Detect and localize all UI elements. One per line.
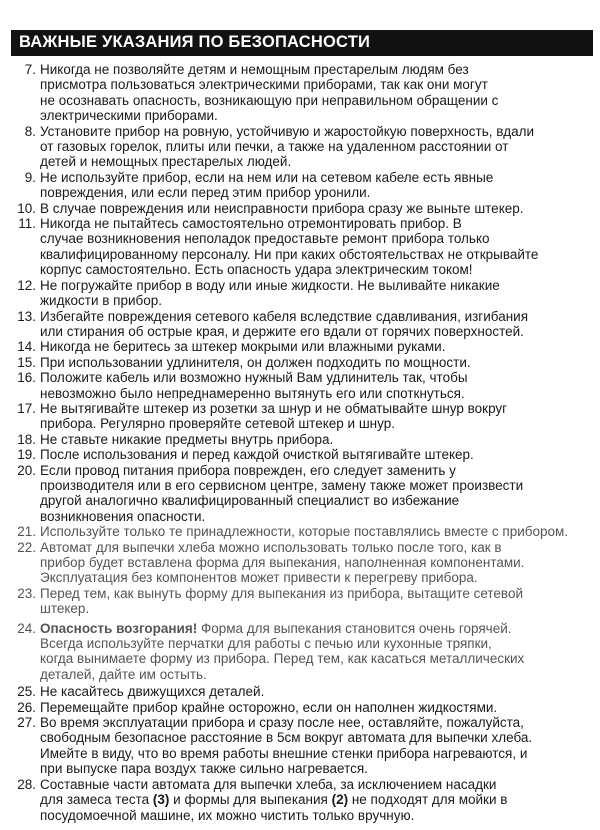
list-item [0, 278, 600, 309]
item-number: 11. [18, 216, 36, 232]
item-text-line: Избегайте повреждения сетевого кабеля вследствие сдавливания, изгибания [40, 308, 529, 324]
item-text-line: Не касайтесь движущихся деталей. [40, 684, 265, 700]
item-text-line: детей и немощных престарелых людей. [40, 154, 292, 170]
part-reference: (3) [152, 792, 170, 808]
section-header [11, 30, 593, 56]
item-text-line: не осознавать опасность, возникающую при неправильном обращении с [40, 92, 499, 108]
list-item [0, 540, 600, 586]
item-number: 10. [17, 200, 36, 216]
list-item [0, 370, 600, 401]
item-number: 12. [17, 277, 36, 293]
item-text-line: Всегда используйте перчатки для работы с печью или кухонные тряпки, [40, 636, 492, 652]
item-number: 23. [17, 585, 36, 601]
item-number: 9. [24, 169, 36, 185]
item-number: 15. [17, 354, 36, 370]
item-text-line: Перед тем, как вынуть форму для выпекания из прибора, вытащите сетевой [40, 585, 524, 601]
item-number: 24. [17, 620, 36, 636]
list-item [0, 170, 600, 201]
item-text-line: случае возникновения неполадок предоставьте ремонт прибора только [40, 231, 490, 247]
item-number: 14. [17, 339, 36, 355]
item-text-line: Не погружайте прибор в воду или иные жидкости. Не выливайте никакие [40, 277, 500, 293]
item-text-line: прибор будет вставлена форма для выпекания, наполненная компонентами. [40, 555, 525, 570]
item-text-line: Не вытягивайте штекер из розетки за шнур и не обматывайте шнур вокруг [40, 400, 508, 416]
item-text-line: Положите кабель или возможно нужный Вам удлинитель так, чтобы [40, 370, 468, 386]
item-number: 27. [17, 715, 36, 731]
part-reference: (2) [331, 792, 349, 808]
item-text-line: Опасность возгорания! Форма для выпекания становится очень горячей. [40, 620, 512, 636]
item-text-line: присмотра пользоваться электрическими приборами, так как они могут [40, 77, 488, 93]
safety-instructions-list [0, 62, 600, 823]
item-text-line: свободным безопасное расстояние в 5см вокруг автомата для выпечки хлеба. [40, 730, 533, 746]
item-number: 25. [17, 684, 36, 700]
item-text-line: Установите прибор на ровную, устойчивую и жаростойкую поверхность, вдали [40, 123, 535, 139]
item-text-line: Используйте только те принадлежности, которые поставлялись вместе с прибором. [40, 524, 569, 540]
item-text-line: или стирания об острые края, и держите его вдали от горячих поверхностей. [40, 323, 524, 339]
item-number: 22. [17, 539, 36, 555]
item-text-line: прибора. Регулярно проверяйте сетевой штекер и шнур. [40, 416, 395, 432]
list-item [0, 216, 600, 278]
list-item [0, 700, 600, 715]
list-item [0, 201, 600, 216]
item-text-line: Никогда не позволяйте детям и немощным престарелым людям без [40, 62, 469, 77]
item-text-line: квалифицированному персоналу. Ни при каких обстоятельствах не открывайте [40, 246, 539, 262]
item-number: 17. [17, 400, 36, 416]
list-item [0, 447, 600, 462]
item-text-line: Если провод питания прибора поврежден, его следует заменить у [40, 462, 456, 478]
list-item [0, 524, 600, 539]
item-number: 28. [17, 776, 36, 792]
item-text-line: Составные части автомата для выпечки хлеба, за исключением насадки [40, 776, 497, 792]
item-text-line: штекер. [40, 601, 90, 617]
item-text-line: Перемещайте прибор крайне осторожно, если он наполнен жидкостями. [40, 699, 498, 715]
item-number: 20. [17, 462, 36, 478]
item-text-line: Никогда не беритесь за штекер мокрыми или влажными руками. [40, 339, 446, 355]
item-text-line: Эксплуатация без компонентов может привести к перегреву прибора. [40, 570, 478, 586]
item-number: 8. [24, 123, 36, 139]
list-item [0, 777, 600, 823]
item-emphasis: Опасность возгорания! [40, 620, 198, 636]
item-text-line: Не ставьте никакие предметы внутрь прибора. [40, 431, 334, 447]
list-item [0, 401, 600, 432]
item-text-line: повреждения, или если перед этим прибор уронили. [40, 185, 371, 201]
list-item [0, 463, 600, 525]
item-number: 26. [17, 699, 36, 715]
list-item [0, 684, 600, 699]
item-text-line: деталей, дайте им остыть. [40, 666, 207, 682]
item-text-line: Никогда не пытайтесь самостоятельно отремонтировать прибор. В [40, 216, 462, 232]
item-number: 16. [17, 370, 36, 386]
item-number: 7. [24, 62, 36, 77]
list-item [0, 339, 600, 354]
item-text-line: при выпуске пара воздух также сильно нагревается. [40, 761, 368, 777]
item-text-line: невозможно было непреднамеренно вытянуть его или споткнуться. [40, 385, 465, 401]
item-text-line: жидкости в прибор. [40, 293, 163, 309]
item-text-line: Имейте в виду, что во время работы внешние стенки прибора нагреваются, и [40, 745, 528, 761]
list-item [0, 621, 600, 683]
item-text-line: посудомоечной машине, их можно чистить только вручную. [40, 807, 415, 823]
item-number: 21. [17, 524, 36, 540]
item-text-line: когда вынимаете форму из прибора. Перед тем, как касаться металлических [40, 651, 525, 667]
item-text-line: от газовых горелок, плиты или печки, а также на удаленном расстоянии от [40, 139, 509, 155]
list-item [0, 432, 600, 447]
item-number: 18. [17, 431, 36, 447]
list-item [0, 62, 600, 124]
item-text-line: корпус самостоятельно. Есть опасность удара электрическим током! [40, 262, 473, 278]
list-item [0, 355, 600, 370]
item-text-line: При использовании удлинителя, он должен подходить по мощности. [40, 354, 471, 370]
item-text-line: Во время эксплуатации прибора и сразу после нее, оставляйте, пожалуйста, [40, 715, 524, 731]
item-text-line: Автомат для выпечки хлеба можно использовать только после того, как в [40, 539, 502, 555]
list-item [0, 715, 600, 777]
item-text-line: электрическими приборами. [40, 108, 218, 124]
list-item [0, 309, 600, 340]
item-text-line: После использования и перед каждой очисткой вытягивайте штекер. [40, 447, 474, 463]
item-text-line: В случае повреждения или неисправности прибора сразу же выньте штекер. [40, 200, 524, 216]
list-item [0, 586, 600, 617]
item-text-line: другой аналогично квалифицированный специалист во избежание [40, 493, 460, 509]
item-text-line: Не используйте прибор, если на нем или на сетевом кабеле есть явные [40, 169, 494, 185]
item-text-line: производителя или в его сервисном центре, замену также может произвести [40, 477, 524, 493]
item-number: 19. [17, 447, 36, 463]
section-title: ВАЖНЫЕ УКАЗАНИЯ ПО БЕЗОПАСНОСТИ [19, 33, 371, 51]
item-text-line: для замеса теста (3) и формы для выпекания (2) не подходят для мойки в [40, 792, 508, 808]
item-text-line: возникновения опасности. [40, 508, 206, 524]
item-number: 13. [17, 308, 36, 324]
list-item [0, 124, 600, 170]
